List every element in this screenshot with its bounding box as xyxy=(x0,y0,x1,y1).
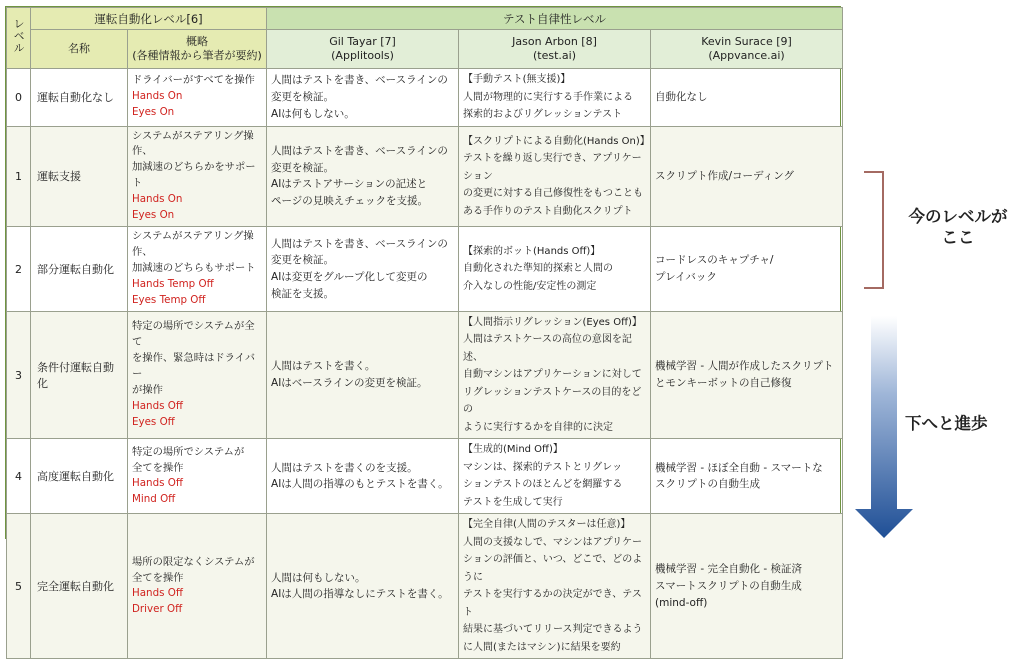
level-name: 高度運転自動化 xyxy=(31,439,128,514)
table-row xyxy=(7,514,843,659)
level-overview: 特定の場所でシステムが 全てを操作 Hands Off Mind Off xyxy=(128,439,267,514)
level-name: 完全運転自動化 xyxy=(31,514,128,659)
progress-note: 下へと進歩 xyxy=(905,414,988,433)
jason-cell: 【生成的(Mind Off)】 マシンは、探索的テストとリグレッ ションテストのほとんどを網羅する テストを生成して実行 xyxy=(459,439,651,514)
jason-cell: 【人間指示リグレッション(Eyes Off)】 人間はテストケースの高位の意図を記述、 自動マシンはアプリケーションに対して リグレッションテストケースの目的をどの ように実行するかを自律的に決定 xyxy=(459,311,651,439)
level-number: 0 xyxy=(7,69,31,127)
kevin-cell: 機械学習 - ほぼ全自動 - スマートな スクリプトの自動生成 xyxy=(651,439,843,514)
gil-cell: 人間はテストを書く。 AIはベースラインの変更を検証。 xyxy=(267,311,459,439)
gil-cell: 人間はテストを書き、ベースラインの 変更を検証。 AIは変更をグループ化して変更の 検証を支援。 xyxy=(267,227,459,312)
current-level-bracket xyxy=(864,171,884,289)
driving-level-header: 運転自動化レベル[6] xyxy=(31,8,267,30)
jason-cell: 【探索的ボット(Hands Off)】 自動化された準知的探索と人間の 介入なしの性能/安定性の測定 xyxy=(459,227,651,312)
autonomy-table xyxy=(5,6,841,653)
level-name: 条件付運転自動化 xyxy=(31,311,128,439)
level-overview: 特定の場所でシステムが全て を操作、緊急時はドライバー が操作 Hands Off Eyes Off xyxy=(128,311,267,439)
level-name: 運転支援 xyxy=(31,126,128,227)
jason-arbon-header: Jason Arbon [8] (test.ai) xyxy=(459,30,651,69)
level-number: 3 xyxy=(7,311,31,439)
level-overview: ドライバーがすべてを操作 Hands On Eyes On xyxy=(128,69,267,127)
gil-cell: 人間はテストを書き、ベースラインの 変更を検証。 AIは何もしない。 xyxy=(267,69,459,127)
jason-cell: 【手動テスト(無支援)】 人間が物理的に実行する手作業による 探索的およびリグレッションテスト xyxy=(459,69,651,127)
gil-tayar-header: Gil Tayar [7] (Applitools) xyxy=(267,30,459,69)
level-number: 5 xyxy=(7,514,31,659)
table-row xyxy=(7,311,843,439)
test-autonomy-header: テスト自律性レベル xyxy=(267,8,843,30)
level-overview: システムがステアリング操作、 加減速のどちらもサポート Hands Temp Off Eyes Temp Off xyxy=(128,227,267,312)
level-number: 1 xyxy=(7,126,31,227)
kevin-surace-header: Kevin Surace [9] (Appvance.ai) xyxy=(651,30,843,69)
table-row xyxy=(7,439,843,514)
kevin-cell: 機械学習 - 完全自動化 - 検証済 スマートスクリプトの自動生成 (mind-off) xyxy=(651,514,843,659)
level-name: 運転自動化なし xyxy=(31,69,128,127)
table-row xyxy=(7,227,843,312)
level-number: 2 xyxy=(7,227,31,312)
name-column-header: 名称 xyxy=(31,30,128,69)
level-overview: 場所の限定なくシステムが 全てを操作 Hands Off Driver Off xyxy=(128,514,267,659)
level-name: 部分運転自動化 xyxy=(31,227,128,312)
kevin-cell: コードレスのキャプチャ/ プレイバック xyxy=(651,227,843,312)
gil-cell: 人間は何もしない。 AIは人間の指導なしにテストを書く。 xyxy=(267,514,459,659)
level-header: レベル xyxy=(7,8,31,69)
kevin-cell: スクリプト作成/コーディング xyxy=(651,126,843,227)
level-overview: システムがステアリング操作、 加減速のどちらかをサポート Hands On Eyes On xyxy=(128,126,267,227)
gil-cell: 人間はテストを書き、ベースラインの 変更を検証。 AIはテストアサーションの記述と ページの見映えチェックを支援。 xyxy=(267,126,459,227)
current-level-note: 今のレベルが ここ xyxy=(908,207,1008,247)
kevin-cell: 自動化なし xyxy=(651,69,843,127)
overview-column-header: 概略 (各種情報から筆者が要約) xyxy=(128,30,267,69)
level-number: 4 xyxy=(7,439,31,514)
table-row xyxy=(7,126,843,227)
jason-cell: 【完全自律(人間のテスターは任意)】 人間の支援なしで、マシンはアプリケー ションの評価と、いつ、どこで、どのように テストを実行するかの決定ができ、テスト 結果に基づいてリリース判定できるよう に人間(またはマシン)に結果を要約 xyxy=(459,514,651,659)
kevin-cell: 機械学習 - 人間が作成したスクリプト とモンキーボットの自己修復 xyxy=(651,311,843,439)
table-row xyxy=(7,69,843,127)
jason-cell: 【スクリプトによる自動化(Hands On)】 テストを繰り返し実行でき、アプリケーション の変更に対する自己修復性をもつことも ある手作りのテスト自動化スクリプト xyxy=(459,126,651,227)
gil-cell: 人間はテストを書くのを支援。 AIは人間の指導のもとテストを書く。 xyxy=(267,439,459,514)
